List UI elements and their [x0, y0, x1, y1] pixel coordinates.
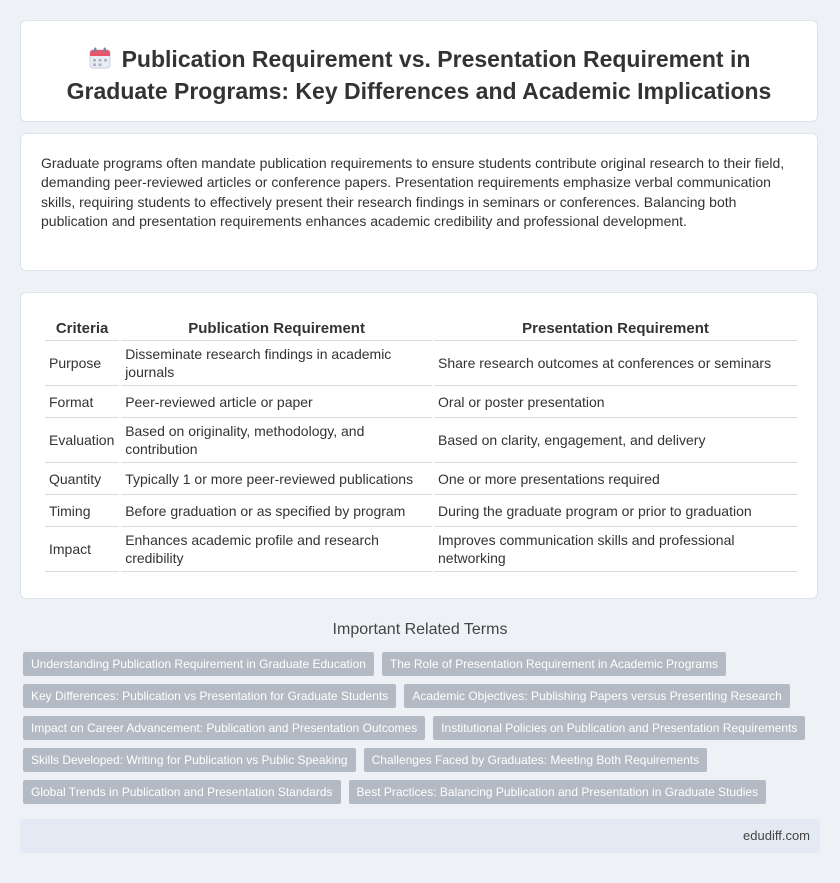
table-cell: Purpose [45, 341, 119, 386]
related-term-tag[interactable]: Skills Developed: Writing for Publication vs Public Speaking [23, 748, 356, 772]
table-cell: Based on originality, methodology, and contribution [121, 418, 432, 463]
table-cell: Enhances academic profile and research credibility [121, 527, 432, 572]
related-term-tag[interactable]: Global Trends in Publication and Presentation Standards [23, 780, 341, 804]
table-cell: One or more presentations required [434, 463, 797, 495]
header-presentation: Presentation Requirement [434, 313, 797, 341]
related-term-tag[interactable]: Best Practices: Balancing Publication and Presentation in Graduate Studies [349, 780, 767, 804]
table-cell: Format [45, 386, 119, 418]
related-term-tag[interactable]: Impact on Career Advancement: Publication and Presentation Outcomes [23, 716, 425, 740]
header-criteria: Criteria [45, 313, 119, 341]
table-cell: Quantity [45, 463, 119, 495]
table-row [45, 386, 797, 418]
table-row [45, 527, 797, 572]
table-cell: Improves communication skills and professional networking [434, 527, 797, 572]
intro-card [20, 133, 818, 271]
comparison-table [43, 313, 799, 572]
intro-paragraph: Graduate programs often mandate publication requirements to ensure students contribute original research to their field, demanding peer-reviewed articles or conference papers. Presentation requirements emphasize verbal communication skills, requiring students to effectively present their research findings in seminars or conferences. Balancing both publication and presentation requirements enhances academic credibility and professional development. [41, 155, 785, 230]
comparison-table-card [20, 292, 818, 599]
page-title [21, 21, 817, 106]
related-terms-heading: Important Related Terms [332, 621, 508, 638]
footer [20, 819, 820, 853]
related-term-tag[interactable]: The Role of Presentation Requirement in Academic Programs [382, 652, 726, 676]
table-cell: During the graduate program or prior to graduation [434, 495, 797, 527]
related-term-tag[interactable]: Academic Objectives: Publishing Papers versus Presenting Research [404, 684, 790, 708]
table-cell: Peer-reviewed article or paper [121, 386, 432, 418]
table-row [45, 418, 797, 463]
table-cell: Before graduation or as specified by program [121, 495, 432, 527]
table-row [45, 341, 797, 386]
table-cell: Oral or poster presentation [434, 386, 797, 418]
related-term-tag[interactable]: Institutional Policies on Publication and Presentation Requirements [433, 716, 805, 740]
table-cell: Typically 1 or more peer-reviewed publications [121, 463, 432, 495]
table-row [45, 463, 797, 495]
table-header-row [45, 313, 797, 341]
table-cell: Evaluation [45, 418, 119, 463]
related-term-tag[interactable]: Understanding Publication Requirement in Graduate Education [23, 652, 374, 676]
related-term-tag[interactable]: Key Differences: Publication vs Presentation for Graduate Students [23, 684, 396, 708]
header-publication: Publication Requirement [121, 313, 432, 341]
table-cell: Timing [45, 495, 119, 527]
table-cell: Share research outcomes at conferences or seminars [434, 341, 797, 386]
related-terms-tags [23, 652, 823, 812]
footer-site-link[interactable]: edudiff.com [743, 828, 810, 843]
page-title-text: Publication Requirement vs. Presentation Requirement in Graduate Programs: Key Differences and Academic Implications [66, 46, 772, 104]
table-cell: Based on clarity, engagement, and delivery [434, 418, 797, 463]
related-term-tag[interactable]: Challenges Faced by Graduates: Meeting Both Requirements [364, 748, 708, 772]
calendar-icon [88, 46, 112, 77]
title-card [20, 20, 818, 122]
table-row [45, 495, 797, 527]
table-cell: Impact [45, 527, 119, 572]
table-cell: Disseminate research findings in academic journals [121, 341, 432, 386]
